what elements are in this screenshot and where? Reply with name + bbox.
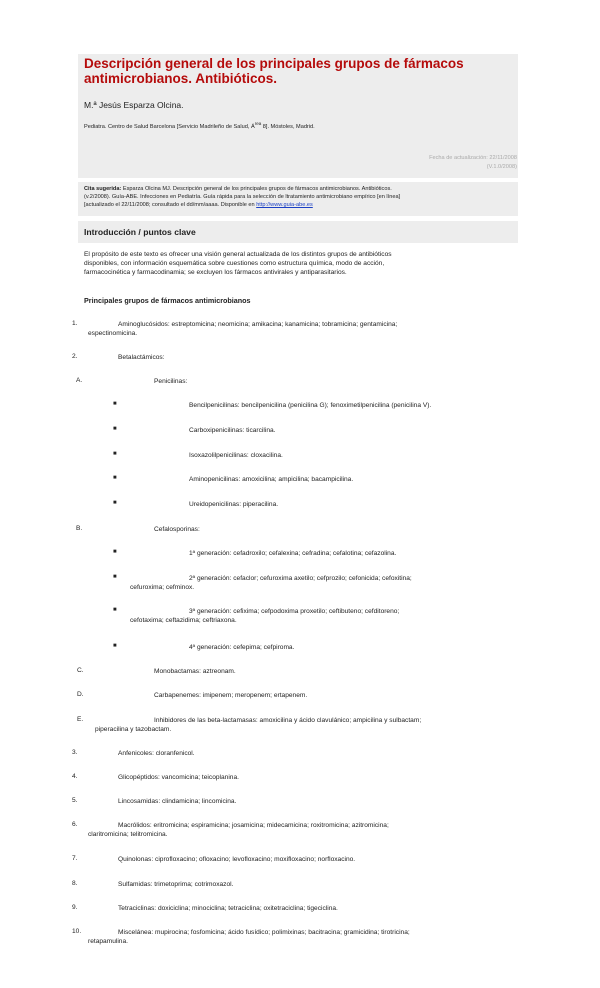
list-item: Carboxipenicilinas: ticarcilina. xyxy=(189,427,276,434)
list-marker: 5. xyxy=(72,797,78,804)
list-item: Monobactamas: aztreonam. xyxy=(154,668,236,675)
list-marker: 2. xyxy=(72,353,78,360)
list-item: Quinolonas: ciprofloxacino; ofloxacino; levofloxacino; moxifloxacino; norfloxacino. xyxy=(118,856,356,863)
citation-label: Cita sugerida: xyxy=(84,186,122,192)
list-marker: 9. xyxy=(72,904,78,911)
citation-link[interactable]: http://www.guia-abe.es xyxy=(256,202,313,208)
list-marker: C. xyxy=(77,667,84,674)
list-item: Penicilinas: xyxy=(154,378,188,385)
bullet: ■ xyxy=(113,451,117,457)
bullet: ■ xyxy=(113,401,117,407)
list-marker: D. xyxy=(77,691,84,698)
bullet: ■ xyxy=(113,607,117,613)
list-item: Glicopéptidos: vancomicina; teicoplanina. xyxy=(118,774,239,781)
list-item: 2ª generación: cefaclor; cefuroxima axetilo; cefprozilo; cefonicida; cefoxitina; xyxy=(189,575,412,582)
subsection-title: Principales grupos de fármacos antimicrobianos xyxy=(84,296,251,305)
list-item-cont: cefotaxima; ceftazidima; ceftriaxona. xyxy=(130,617,237,624)
section-title: Introducción / puntos clave xyxy=(84,227,196,237)
list-marker: 4. xyxy=(72,773,78,780)
list-item: Macrólidos: eritromicina; espiramicina; josamicina; midecamicina; roxitromicina; azitromicina; xyxy=(118,822,389,829)
list-marker: 7. xyxy=(72,855,78,862)
affiliation: Pediatra. Centro de Salud Barcelona [Servicio Madrileño de Salud, $Á^{rea}$ 8]. Móstoles, Madrid. xyxy=(84,121,315,130)
list-item: Miscelánea: mupirocina; fosfomicina; ácido fusídico; polimixinas; bacitracina; gramicidina; tirotricina; xyxy=(118,929,410,936)
list-item: Tetraciclinas: doxiciclina; minociclina; tetraciclina; oxitetraciclina; tigeciclina. xyxy=(118,905,338,912)
version: (V.1.0/2008) xyxy=(486,164,517,170)
bullet: ■ xyxy=(113,426,117,432)
list-item-cont: piperacilina y tazobactam. xyxy=(95,726,172,733)
list-item: Aminopenicilinas: amoxicilina; ampicilina; bacampicilina. xyxy=(189,476,354,483)
list-item: Sulfamidas: trimetoprima; cotrimoxazol. xyxy=(118,881,234,888)
bullet: ■ xyxy=(113,500,117,506)
list-item: Bencilpenicilinas: bencilpenicilina (penicilina G); fenoximetilpenicilina (penicilina V). xyxy=(189,402,432,409)
list-item: Ureidopenicilinas: piperacilina. xyxy=(189,501,279,508)
list-item-cont: cefuroxima; cefminox. xyxy=(130,584,195,591)
list-item: Betalactámicos: xyxy=(118,354,165,361)
update-date: Fecha de actualización: 22/11/2008 xyxy=(429,155,517,161)
list-item: Anfenicoles: cloranfenicol. xyxy=(118,750,195,757)
list-marker: B. xyxy=(76,525,83,532)
list-marker: 8. xyxy=(72,880,78,887)
list-marker: E. xyxy=(77,716,84,723)
list-item: Cefalosporinas: xyxy=(154,526,200,533)
list-marker: 1. xyxy=(72,320,78,327)
list-marker: 3. xyxy=(72,749,78,756)
list-item-cont: espectinomicina. xyxy=(88,330,138,337)
list-item: Lincosamidas: clindamicina; lincomicina. xyxy=(118,798,237,805)
title-line-1: Descripción general de los principales grupos de fármacos xyxy=(84,56,464,71)
document-title xyxy=(84,56,514,86)
author: M.ª Jesús Esparza Olcina. xyxy=(84,100,184,110)
bullet: ■ xyxy=(113,475,117,481)
list-item: 3ª generación: cefixima; cefpodoxima proxetilo; ceftibuteno; cefditoreno; xyxy=(189,608,400,615)
list-item: Isoxazolilpenicilinas: cloxacilina. xyxy=(189,452,283,459)
list-item: 1ª generación: cefadroxilo; cefalexina; cefradina; cefalotina; cefazolina. xyxy=(189,550,397,557)
bullet: ■ xyxy=(113,643,117,649)
list-marker: A. xyxy=(76,377,83,384)
list-item-cont: retapamulina. xyxy=(88,938,128,945)
list-marker: 6. xyxy=(72,821,78,828)
bullet: ■ xyxy=(113,574,117,580)
bullet: ■ xyxy=(113,549,117,555)
citation: Cita sugerida: Esparza Olcina MJ. Descripción general de los principales grupos de fármacos antimicrobianos. Antibióticos. (v.2/2008). Guía-ABE. Infecciones en Pediatría. Guía rápida para la selección de ltratamiento antimicrobiano empírico [en línea] [actualizado el 22/11/2008; consultado el dd/mm/aaaa. Disponible en http://www.guia-abe.es xyxy=(84,186,401,208)
list-item: Inhibidores de las beta-lactamasas: amoxicilina y ácido clavulánico; ampicilina y sulbactam; xyxy=(154,717,422,724)
list-item: 4ª generación: cefepima; cefpiroma. xyxy=(189,644,295,651)
title-line-2: antimicrobianos. Antibióticos. xyxy=(84,71,278,86)
list-item: Carbapenemes: imipenem; meropenem; ertapenem. xyxy=(154,692,308,699)
list-marker: 10. xyxy=(72,928,82,935)
list-item-cont: claritromicina; telitromicina. xyxy=(88,831,168,838)
intro-paragraph: El propósito de este texto es ofrecer una visión general actualizada de los distintos grupos de antibióticos disponibles, con información esquemática sobre cuestiones como estructura química, modo de acción, farmacocinética y farmacodinamia; se excluyen los fármacos antivirales y antiparasitarios. xyxy=(84,251,392,276)
list-item: Aminoglucósidos: estreptomicina; neomicina; amikacina; kanamicina; tobramicina; gentamicina; xyxy=(118,321,398,328)
